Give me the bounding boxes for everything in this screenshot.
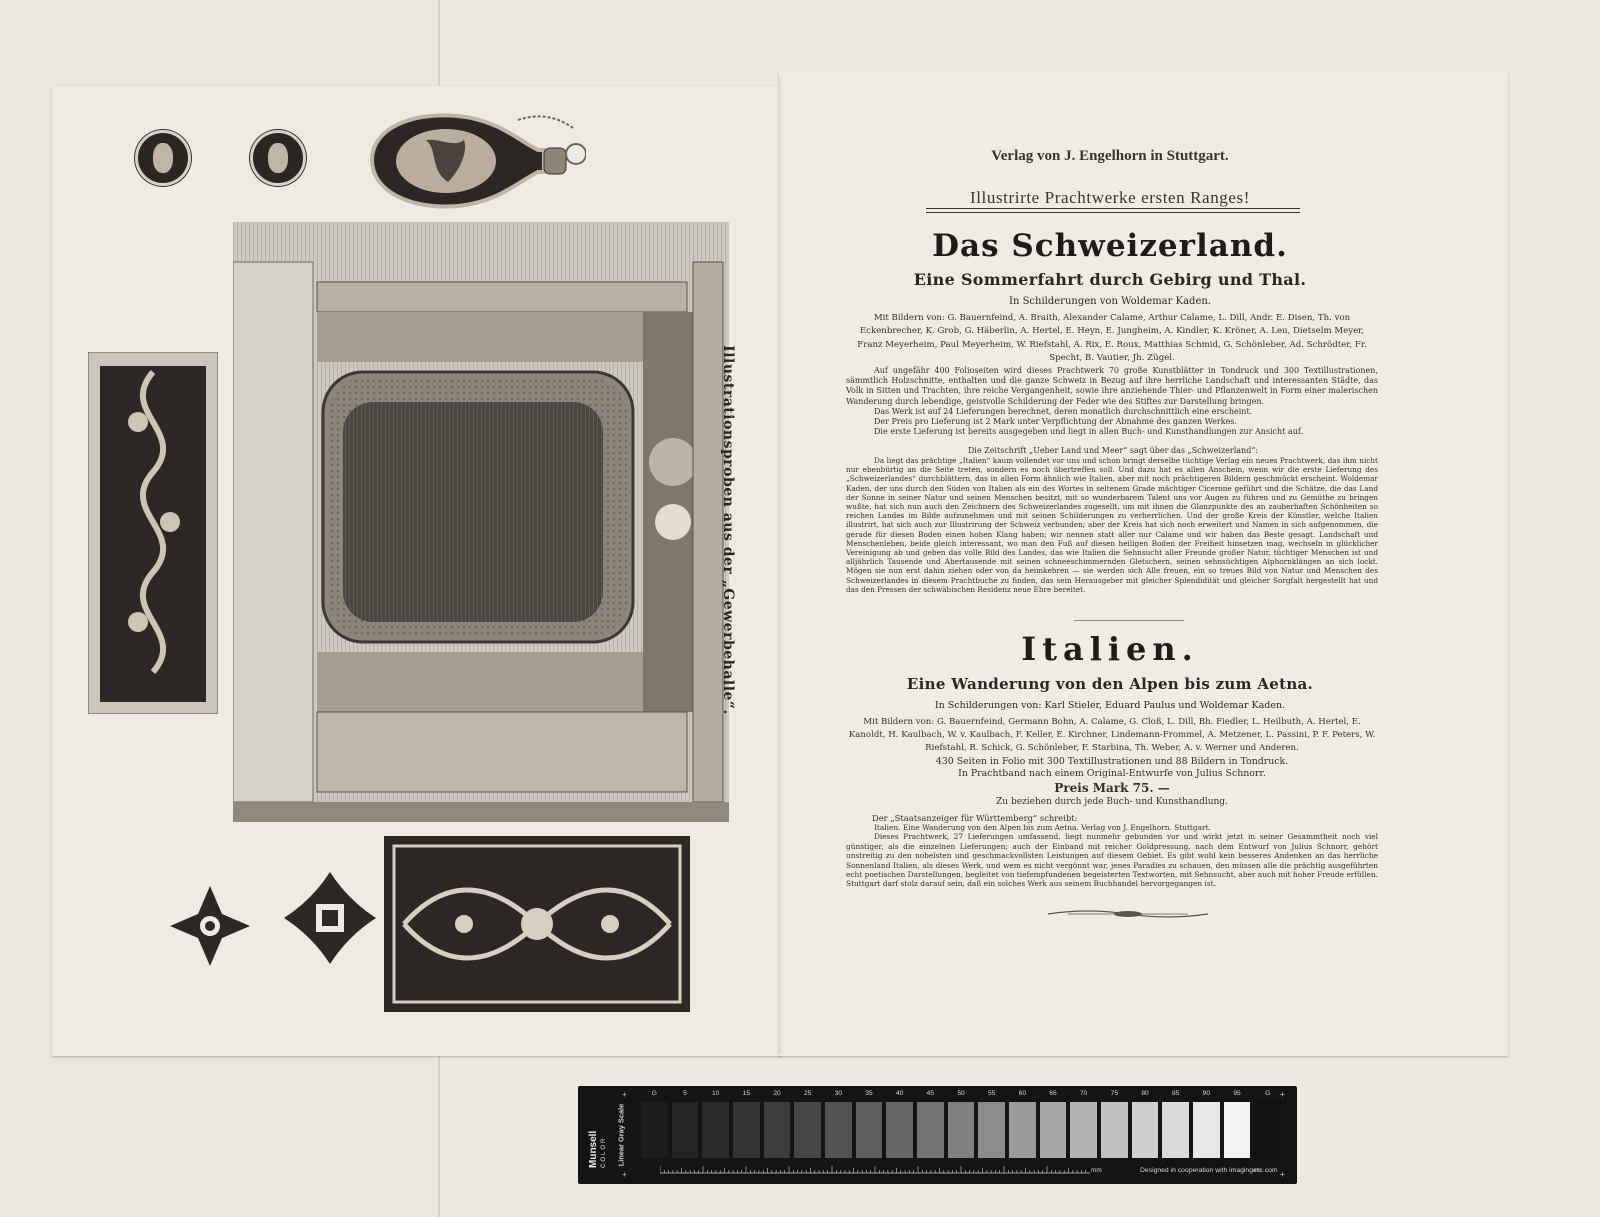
gray-step: [1101, 1102, 1128, 1158]
gray-step: [702, 1102, 729, 1158]
registration-mark: +: [622, 1090, 627, 1099]
gray-step: [917, 1102, 944, 1158]
book1-review: [846, 456, 1378, 594]
book2-author-line: In Schilderungen von: Karl Stieler, Eduard Paulus und Woldemar Kaden.: [934, 700, 1286, 711]
gray-step-label: 35: [865, 1090, 873, 1097]
book2-review-text: Dieses Prachtwerk, 27 Lieferungen umfassend, liegt nunmehr gebunden vor und wirkt jetzt in seiner Gesammtheit noch viel günstiger, als die einzelnen Lieferungen; auch der Einband mit reicher Goldpressung, nach dem Entwurf von Julius Schnorr, gehört unstreitig zu den nobelsten und geschmackvollsten Leistungen auf diesem Gebiet. Es gibt wohl kein besseres Andenken an das herrliche Sonnenland Italien, als dieses Werk, und wem es nicht vergönnt war, jenes Paradies zu schauen, den müssen alle die prächtig ausgeführten echt poetischen Darstellungen, begleitet von tiefempfundenen begeisterten Textworten, mit Sehnsucht, aber auch mit hoher Freude erfüllen. Stuttgart darf stolz darauf sein, daß ein solches Werk aus seinem Buchhandel hervorgegangen ist.: [846, 832, 1378, 889]
munsell-brand-sub: COLOR: [601, 1136, 607, 1168]
book1-review-intro: Die Zeitschrift „Ueber Land und Meer“ sagt über das „Schweizerland“:: [967, 446, 1259, 455]
gray-step-label: 50: [957, 1090, 965, 1097]
gray-step: [794, 1102, 821, 1158]
series-title: Illustrirte Prachtwerke ersten Ranges!: [969, 188, 1251, 207]
munsell-logo: [588, 1112, 612, 1168]
gray-step-label: 5: [683, 1090, 687, 1097]
gray-step: [1132, 1102, 1159, 1158]
book2-review: [846, 823, 1378, 889]
book1-description-para: Die erste Lieferung ist bereits ausgegeben und liegt in allen Buch- und Kunsthandlungen zur Ansicht auf.: [874, 427, 1304, 437]
scale-credit: [1140, 1167, 1278, 1174]
gray-scale-card: [578, 1086, 1297, 1184]
book2-info-pages: 430 Seiten in Folio mit 300 Textillustrationen und 88 Bildern in Tondruck.: [935, 756, 1289, 767]
gray-step: [1009, 1102, 1036, 1158]
gray-step-label: 60: [1018, 1090, 1026, 1097]
gray-step: [1162, 1102, 1189, 1158]
gray-step-label: G: [651, 1090, 657, 1097]
gray-step-label: 75: [1110, 1090, 1118, 1097]
gray-step-label: 55: [987, 1090, 996, 1097]
book1-description-para: Das Werk ist auf 24 Lieferungen berechnet, deren monatlich durchschnittlich eine erscheint.: [874, 406, 1253, 416]
gray-step: [764, 1102, 791, 1158]
book1-description: [846, 366, 1378, 437]
series-underline-double: [926, 212, 1300, 213]
gray-step-label: 70: [1079, 1090, 1088, 1097]
gray-step-label: 25: [803, 1090, 812, 1097]
millimeter-ruler: [660, 1166, 1090, 1174]
book2-review-heading: Italien. Eine Wanderung von den Alpen bis zum Aetna. Verlag von J. Engelhorn. Stuttgart.: [874, 823, 1211, 832]
gray-step: [733, 1102, 760, 1158]
book2-subtitle: Eine Wanderung von den Alpen bis zum Aetna.: [906, 675, 1314, 693]
scale-step-labels: [641, 1090, 1281, 1100]
gray-step-label: 30: [834, 1090, 842, 1097]
gray-step: [1224, 1102, 1251, 1158]
gray-step-label: 45: [926, 1090, 934, 1097]
book2-info-binding: In Prachtband nach einem Original-Entwurfe von Julius Schnorr.: [958, 767, 1266, 779]
gray-step: [1040, 1102, 1067, 1158]
ornament-tile-1-image: [166, 882, 254, 970]
fireplace-engraving-image: [233, 222, 729, 822]
gray-step-label: 90: [1202, 1090, 1210, 1097]
gray-step: [948, 1102, 975, 1158]
gray-step: [978, 1102, 1005, 1158]
book1-review-text: Da liegt das prächtige „Italien“ kaum vollendet vor uns und schon bringt derselbe tüchtige Verlag ein neues Prachtwerk, das ihm nicht nur ebenbürtig an die Seite treten, sondern es noch übertreffen soll. Und dazu hat es allen Anschein, wenn wir die erste Lieferung des „Schweizerlandes“ durchblättern, das in allen Form ähnlich wie Italien, aber mit noch prächtigeren Bildern geschmückt erscheint. Woldemar Kaden, der uns durch den Süden von Italien als ein des Wortes in seltenem Grade mächtiger Cicerone geführt und die Schätze, die das Land der Sonne in seiner Natur und seinen Menschen besitzt, mit so wunderbarem Talent uns vor Augen zu führen und zu Gemüthe zu bringen wußte, hat sich nun auch den Zeichnern des Schweizerlandes zugesellt, um mit ihnen die Glanzpunkte des an zauberhaften Schönheiten so reichen Landes im Bilde aufzunehmen und mit seinen Schilderungen zu verherrlichen. Und der große Kreis der Künstler, welche Italien illustrirt, hat sich auch zur Illustrirung der Schweiz verbunden; aber der Kreis hat sich noch erweitert und Namen in sich aufgenommen, die gerade für diesen Boden einen hohen Klang haben; wir nennen statt aller nur Calame und wir haben das Beste gesagt. Landschaft und Menschenleben, beide gleich interessant, wo man den Fuß auf diesen heiligen Boden der Freiheit hinsetzen mag, wechseln in glücklicher Vereinigung ab und geben das volle Bild des Landes, das wie Italien die Sehnsucht aller Freunde großer Natur, tüchtiger Menschen ist und alljährlich Tausende und Abertausende mit seinen schneeschimmernden Gletschern, seinen sehnsüchtigen Alphornklängen an sich lockt. Mögen sie nun erst dahin ziehen oder von da heimkehren — sie werden sich Alle freuen, ein so treues Bild von Natur und Menschen des Schweizerlandes in diesem Prachtbuche zu finden, das sein Herausgeber mit gleicher Splendidität und gleicher Sorgfalt hergestellt hat und das den Pressen der schwäbischen Residenz neue Ehre bereitet.: [846, 456, 1378, 594]
book1-description-para: Der Preis pro Lieferung ist 2 Mark unter Verpflichtung der Abnahme des ganzen Werkes.: [874, 417, 1237, 427]
gray-step: [1254, 1102, 1281, 1158]
gray-step-label: G: [1265, 1090, 1271, 1097]
gray-step: [856, 1102, 883, 1158]
credit-brand: etc: [1252, 1167, 1263, 1174]
book2-info: [848, 756, 1376, 779]
book2-illustrators: Mit Bildern von: G. Bauernfeind, Germann Bohn, A. Calame, G. Cloß, L. Dill, Bh. Fiedler, L. Heilbuth, A. Hertel, E. Kanoldt, H. Kaulbach, W. v. Kaulbach, F. Keller, E. Kirchner, Lindemann-Frommel, A. Metzener, L. Passini, P. F. Peters, W. Riefstahl, R. Schick, G. Schönleber, F. Starbina, Th. Weber, A. v. Werner und Anderen.: [848, 717, 1376, 754]
gray-step-label: 95: [1233, 1090, 1241, 1097]
scale-title: Linear Gray Scale: [616, 1103, 626, 1167]
medallion-left-image: [135, 130, 191, 186]
series-underline: [926, 208, 1300, 209]
medallion-right-image: [250, 130, 306, 186]
registration-mark: +: [622, 1170, 627, 1179]
section-divider: [1074, 620, 1184, 621]
gray-step-label: 10: [711, 1090, 720, 1097]
gray-step: [886, 1102, 913, 1158]
gray-step-label: 65: [1049, 1090, 1057, 1097]
book2-review-intro: Der „Staatsanzeiger für Württemberg“ schreibt:: [872, 813, 1078, 823]
munsell-brand: Munsell: [588, 1130, 599, 1168]
gray-step: [641, 1102, 668, 1158]
gray-step: [672, 1102, 699, 1158]
book2-title: Italien.: [1021, 630, 1199, 668]
ornamental-panel-image: [88, 352, 218, 714]
gray-step-label: 15: [742, 1090, 750, 1097]
gray-step: [825, 1102, 852, 1158]
book1-author-line: In Schilderungen von Woldemar Kaden.: [1009, 296, 1211, 307]
ruler-unit: mm: [1091, 1167, 1102, 1174]
ornament-tile-2-image: [282, 870, 378, 966]
ornament-frieze-image: [384, 836, 690, 1012]
gray-step-label: 80: [1141, 1090, 1149, 1097]
gray-step-label: 40: [895, 1090, 904, 1097]
gray-step: [1070, 1102, 1097, 1158]
registration-mark: +: [1280, 1170, 1285, 1179]
publisher-line: Verlag von J. Engelhorn in Stuttgart.: [991, 148, 1229, 164]
gray-step-label: 20: [773, 1090, 781, 1097]
credit-suffix: .com: [1262, 1167, 1278, 1174]
ornamental-flask-image: [368, 110, 586, 212]
book1-description-para: Auf ungefähr 400 Folioseiten wird dieses Prachtwerk 70 große Kunstblätter in Tondruck und 300 Textillustrationen, sämmtlich Holzschnitte, enthalten und die ganze Schweiz in Bezug auf ihre herrliche Landschaft und interessanten Städte, das Volk in Sitten und Trachten, ihre reiche Vergangenheit, sowie ihre anziehende Thier- und Pflanzenwelt in Form einer malerischen Wanderung durch lebendige, geistvolle Schilderung der Feder wie des Stiftes zur Darstellung bringen.: [846, 366, 1378, 406]
gray-step: [1193, 1102, 1220, 1158]
book2-availability: Zu beziehen durch jede Buch- und Kunsthandlung.: [996, 797, 1228, 807]
book1-subtitle: Eine Sommerfahrt durch Gebirg und Thal.: [913, 270, 1307, 289]
book1-illustrators: Mit Bildern von: G. Bauernfeind, A. Braith, Alexander Calame, Arthur Calame, L. Dill, Andr. E. Disen, Th. von Eckenbrecher, K. Grob, G. Häberlin, A. Hertel, E. Heyn, E. Jungheim, A. Kindler, K. Kröner, A. Leu, Dietselm Meyer, Franz Meyerheim, Paul Meyerheim, W. Riefstahl, A. Rix, E. Roux, Matthias Schmid, G. Schönleber, Ad. Schrödter, Fr. Specht, B. Vautier, Jh. Zügel.: [857, 313, 1367, 364]
closing-ornament: [1048, 908, 1208, 920]
book1-title: Das Schweizerland.: [932, 228, 1288, 264]
registration-mark: +: [1280, 1090, 1285, 1099]
gray-step-label: 85: [1171, 1090, 1180, 1097]
scale-steps: [641, 1102, 1281, 1158]
credit-prefix: Designed in cooperation with imaging: [1140, 1167, 1253, 1174]
illustration-caption: Illustrationsproben aus der „Gewerbehalle“.: [720, 345, 736, 715]
page-fold: [778, 78, 784, 1054]
book2-price: Preis Mark 75. —: [1054, 781, 1170, 795]
